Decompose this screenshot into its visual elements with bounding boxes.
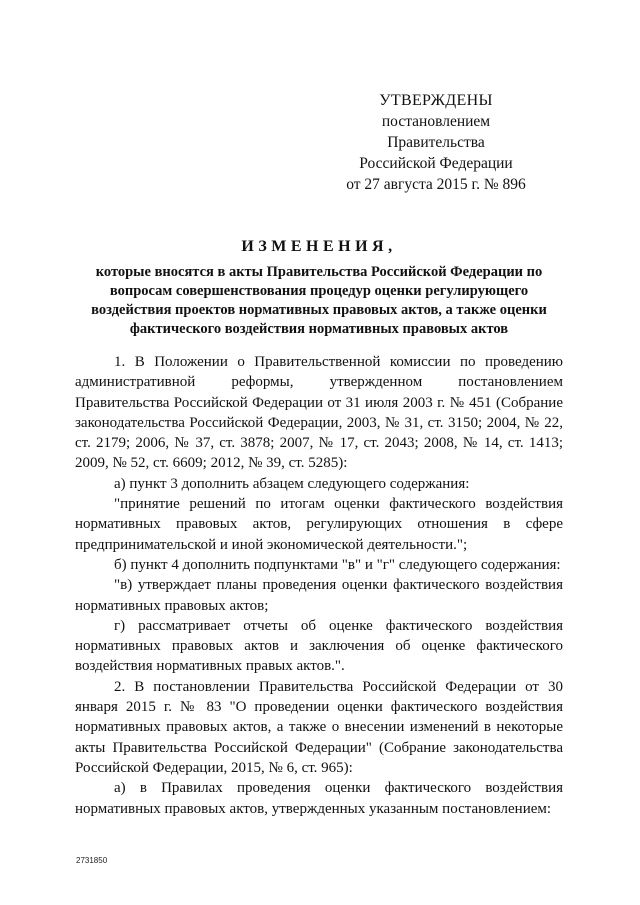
document-subtitle: которые вносятся в акты Правительства Российской Федерации по вопросам совершенствования процедур оценки регулирующего воздействия проектов нормативных правовых актов, а также оценки фактического воздействия нормативных правовых актов (91, 264, 547, 337)
approval-line-3: от 27 августа 2015 г. № 896 (346, 176, 526, 193)
document-title: ИЗМЕНЕНИЯ, (241, 238, 397, 255)
paragraph-3: "принятие решений по итогам оценки фактического воздействия нормативных правовых актов, регулирующих отношения в сфере предпринимательской и иной экономической деятельности."; (75, 496, 563, 553)
paragraph-5: "в) утверждает планы проведения оценки фактического воздействия нормативных правовых актов; (75, 577, 563, 614)
approval-block (336, 90, 536, 195)
paragraph-2: а) пункт 3 дополнить абзацем следующего содержания: (114, 475, 470, 492)
paragraph-4: б) пункт 4 дополнить подпунктами "в" и "г" следующего содержания: (114, 556, 561, 573)
paragraph-8: а) в Правилах проведения оценки фактического воздействия нормативных правовых актов, утвержденных указанным постановлением: (75, 780, 563, 817)
approval-heading: УТВЕРЖДЕНЫ (379, 92, 493, 109)
paragraph-7: 2. В постановлении Правительства Российской Федерации от 30 января 2015 г. № 83 "О проведении оценки фактического воздействия нормативных правовых актов, а также о внесении изменений в некоторые акты Правительства Российской Федерации" (Собрание законодательства Российской Федерации, 2015, № 6, ст. 965): (75, 678, 563, 776)
approval-line-2: Российской Федерации (359, 155, 513, 172)
footer-code: 2731850 (76, 856, 108, 865)
paragraph-1: 1. В Положении о Правительственной комиссии по проведению административной реформы, утвержденном постановлением Правительства Российской Федерации от 31 июля 2003 г. № 451 (Собрание законодательства Российской Федерации, 2003, № 31, ст. 3150; 2004, № 22, ст. 2179; 2006, № 37, ст. 3878; 2007, № 17, ст. 2043; 2008, № 14, ст. 1413; 2009, № 52, ст. 6609; 2012, № 39, ст. 5285): (75, 354, 563, 472)
approval-line-1: постановлением Правительства (381, 113, 491, 151)
document-body (75, 352, 563, 819)
paragraph-6: г) рассматривает отчеты об оценке фактического воздействия нормативных правовых актов и заключения об оценке фактического воздействия нормативных правых актов.". (75, 617, 563, 675)
